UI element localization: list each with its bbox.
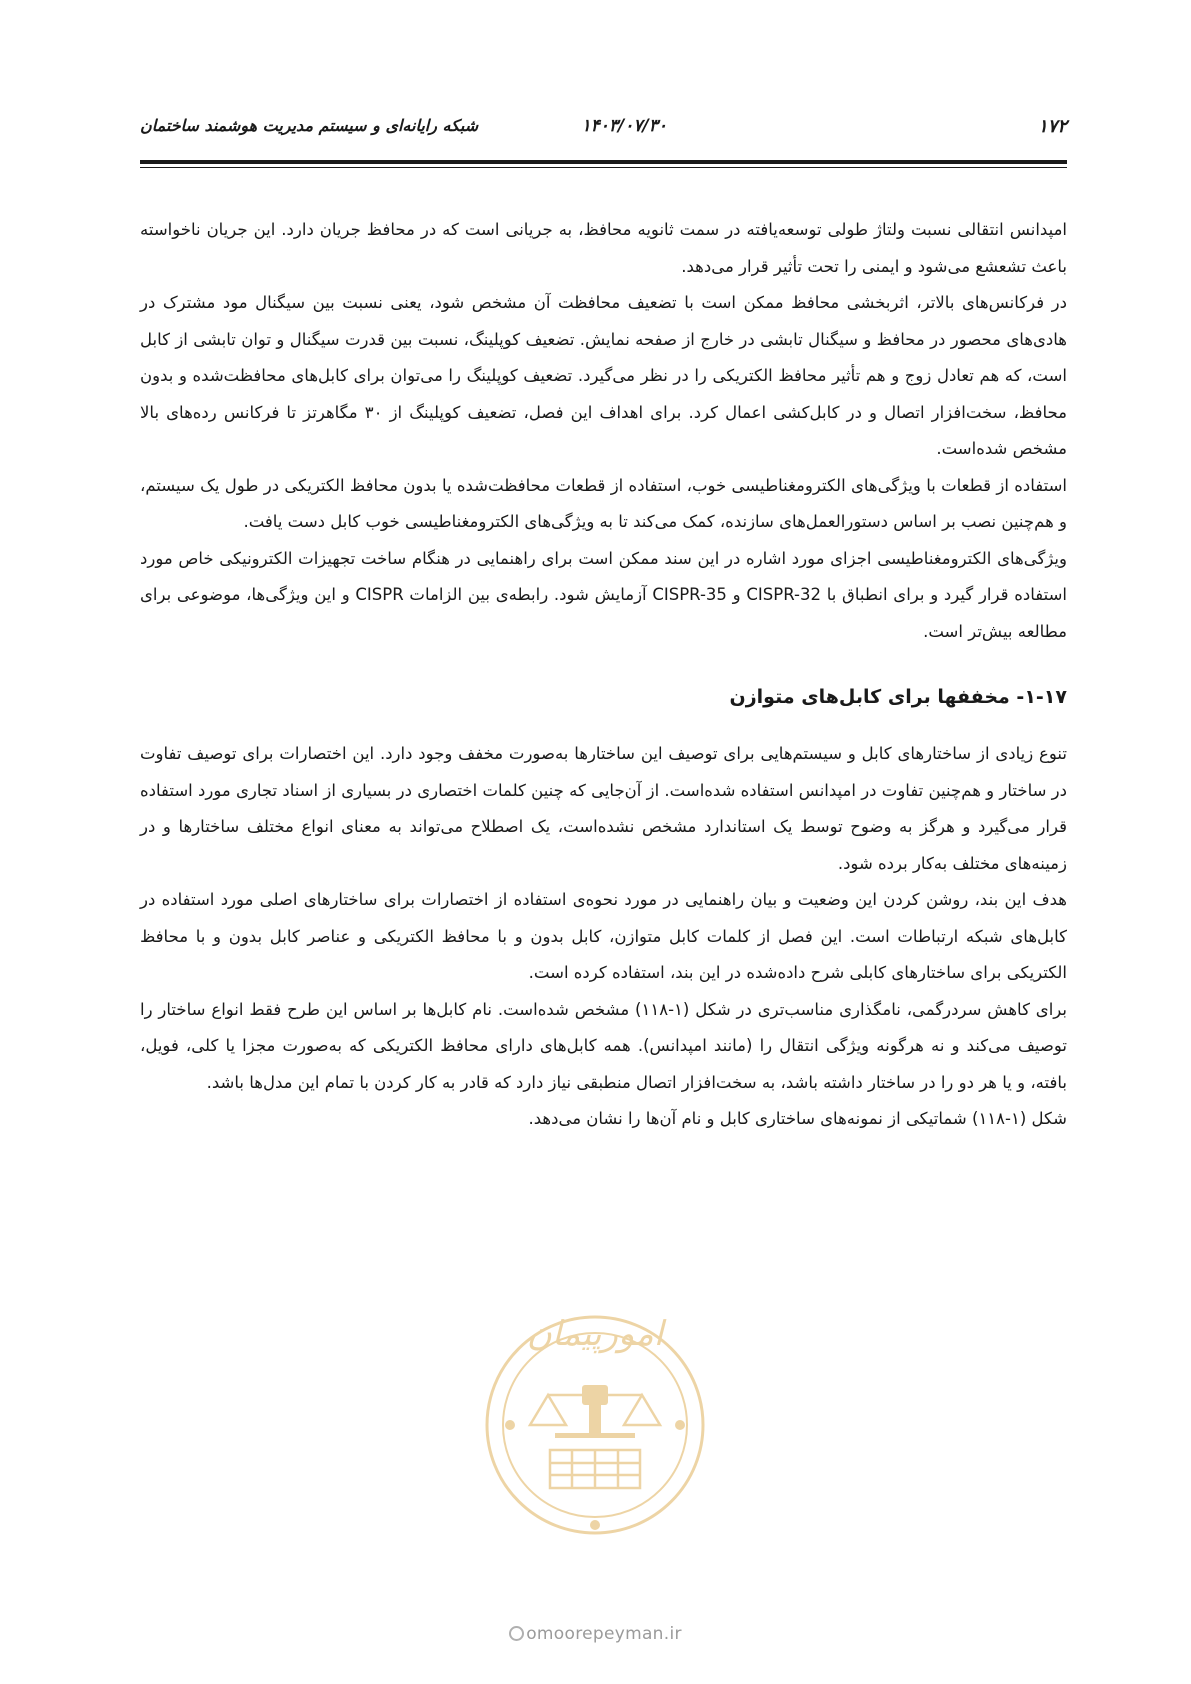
page-number: ۱۷۲ — [1037, 116, 1067, 137]
book-title: شبکه رایانه‌ای و سیستم مدیریت هوشمند ساختمان — [140, 116, 479, 135]
body-text — [140, 212, 1067, 1138]
paragraph: ویژگی‌های الکترومغناطیسی اجزای مورد اشاره در این سند ممکن است برای راهنمایی در هنگام ساخت تجهیزات الکترونیکی خاص مورد استفاده قرار گیرد و برای انطباق با CISPR-32 و CISPR-35 آزمایش شود. رابطه‌ی بین الزامات CISPR و این ویژگی‌ها، موضوعی برای مطالعه بیش‌تر است. — [140, 548, 1067, 641]
at-icon — [509, 1626, 524, 1641]
section-heading: ۱-۱۷- مخففها برای کابل‌های متوازن — [729, 686, 1067, 708]
paragraph: هدف این بند، روشن کردن این وضعیت و بیان راهنمایی در مورد نحوه‌ی استفاده از اختصارات برای ساختارهای اصلی مورد استفاده در کابل‌های شبکه ارتباطات است. این فصل از کلمات کابل متوازن، کابل بدون و با محافظ الکتریکی و عناصر کابل بدون و با محافظ الکتریکی برای ساختارهای کابلی شرح داده‌شده در این بند، استفاده کرده است. — [140, 890, 1067, 982]
paragraph: برای کاهش سردرگمی، نامگذاری مناسب‌تری در شکل (۱-۱۱۸) مشخص شده‌است. نام کابل‌ها بر اساس این طرح فقط انواع ساختار را توصیف می‌کند و نه هرگونه ویژگی انتقال را (مانند امپدانس). همه کابل‌های دارای محافظ الکتریکی که به‌صورت مجزا یا کلی، فویل، بافته، و یا هر دو را در ساختار داشته باشد، به سخت‌افزار اتصال منطبقی نیاز دارد که قادر به کار کردن با تمام این مدل‌ها باشد. — [140, 999, 1067, 1092]
header-rule-thin — [140, 167, 1067, 168]
paragraph: تنوع زیادی از ساختارهای کابل و سیستم‌هایی برای توصیف این ساختارها به‌صورت مخفف وجود دارد. این اختصارات برای توصیف تفاوت در ساختار و هم‌چنین تفاوت در امپدانس استفاده شده‌است. از آن‌جایی که چنین کلمات اختصاری در بسیاری از اسناد تجاری مورد استفاده قرار می‌گیرد و هرگز به وضوح توسط یک استاندارد مشخص نشده‌است، یک اصطلاح می‌تواند به معنای انواع مختلف ساختارها و در زمینه‌های مختلف به‌کار برده شود. — [140, 744, 1067, 873]
paragraph: استفاده از قطعات با ویژگی‌های الکترومغناطیسی خوب، استفاده از قطعات محافظت‌شده یا بدون محافظ الکتریکی در طول یک سیستم، و هم‌چنین نصب بر اساس دستورالعمل‌های سازنده، کمک می‌کند تا به ویژگی‌های الکترومغناطیسی خوب کابل دست یافت. — [140, 475, 1067, 531]
header-date: ۱۴۰۳/۰۷/۳۰ — [581, 116, 667, 136]
svg-text:امورپیمان: امورپیمان — [526, 1314, 664, 1354]
header-rule-thick — [140, 160, 1067, 164]
site-watermark — [0, 1624, 1191, 1644]
watermark-seal — [470, 1275, 720, 1575]
running-header — [140, 116, 1067, 146]
paragraph: امپدانس انتقالی نسبت ولتاژ طولی توسعه‌یافته در سمت ثانویه محافظ، به جریانی است که در محافظ جریان دارد. این جریان ناخواسته باعث تشعشع می‌شود و ایمنی را تحت تأثیر قرار می‌دهد. — [140, 220, 1067, 276]
site-name: omoorepeyman.ir — [526, 1624, 682, 1644]
paragraph: در فرکانس‌های بالاتر، اثربخشی محافظ ممکن است با تضعیف محافظت آن مشخص شود، یعنی نسبت بین سیگنال مود مشترک در هادی‌های محصور در محافظ و سیگنال تابشی در خارج از صفحه نمایش. تضعیف کوپلینگ، نسبت بین قدرت سیگنال و توان تابشی از کابل است، که هم تعادل زوج و هم تأثیر محافظ الکتریکی را در نظر می‌گیرد. تضعیف کوپلینگ را می‌توان برای کابل‌های محافظت‌شده و بدون محافظ، سخت‌افزار اتصال و در کابل‌کشی اعمال کرد. برای اهداف این فصل، تضعیف کوپلینگ از ۳۰ مگاهرتز تا فرکانس رده‌های بالا مشخص شده‌است. — [140, 293, 1067, 458]
paragraph: شکل (۱-۱۱۸) شماتیکی از نمونه‌های ساختاری کابل و نام آن‌ها را نشان می‌دهد. — [528, 1109, 1067, 1128]
